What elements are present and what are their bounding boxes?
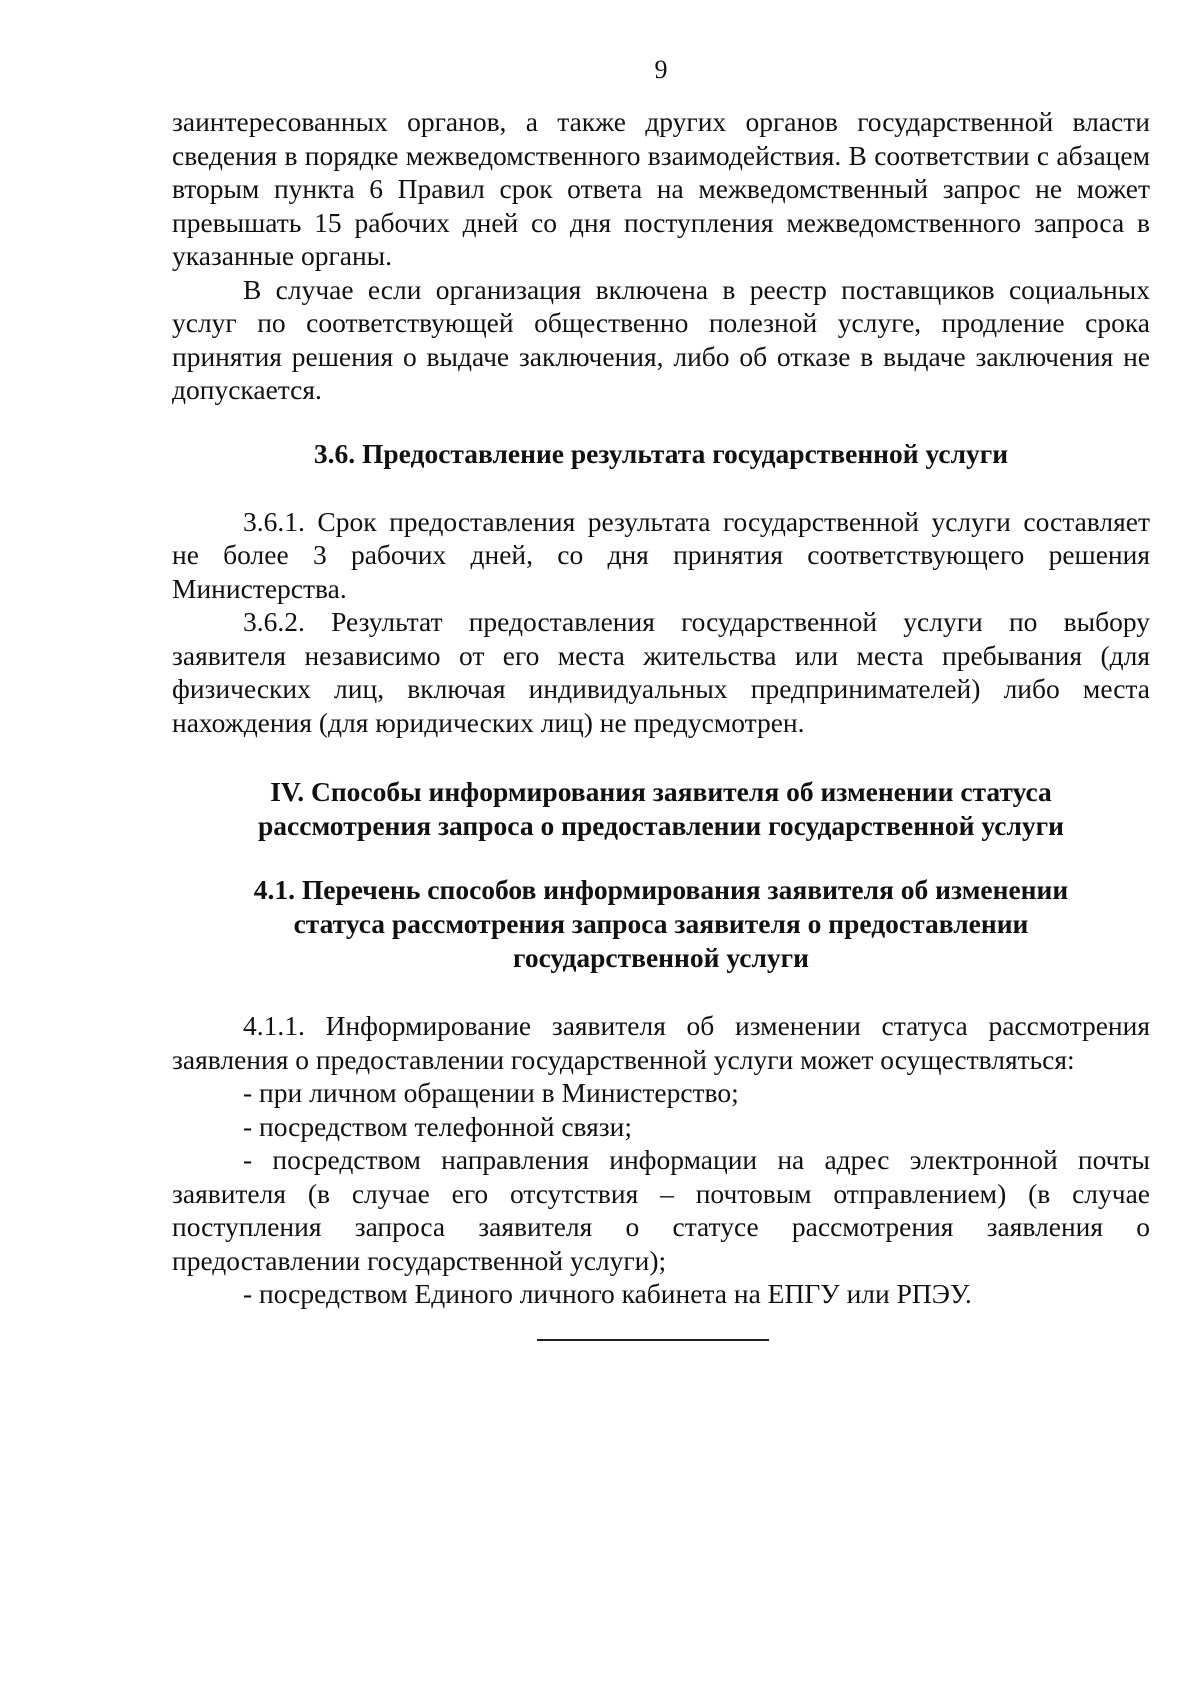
page-number: 9 xyxy=(654,55,668,84)
chapter-heading-iv xyxy=(172,775,1150,843)
chapter-heading-iv-line-2: рассмотрения запроса о предоставлении государственной услуги xyxy=(257,810,1064,841)
section-heading-4-1-line-2: статуса рассмотрения запроса заявителя о предоставлении xyxy=(293,908,1029,939)
paragraph-4-1-1: 4.1.1. Информирование заявителя об изменении статуса рассмотрения заявления о предоставлении государственной услуги может осуществляться: xyxy=(172,1010,1150,1075)
paragraph-3-6-2: 3.6.2. Результат предоставления государственной услуги по выбору заявителя независимо от его места жительства или места пребывания (для физических лиц, включая индивидуальных предпринимателей) либо места нахождения (для юридических лиц) не предусмотрен. xyxy=(172,606,1150,738)
section-heading-4-1-line-3: государственной услуги xyxy=(513,942,809,973)
end-of-text-rule xyxy=(537,1339,769,1341)
list-item: - посредством Единого личного кабинета на ЕПГУ или РПЭУ. xyxy=(243,1278,972,1309)
paragraph-continuation: заинтересованных органов, а также других органов государственной власти сведения в порядке межведомственного взаимодействия. В соответствии с абзацем вторым пункта 6 Правил срок ответа на межведомственный запрос не может превышать 15 рабочих дней со дня поступления межведомственного запроса в указанные органы. xyxy=(172,106,1150,271)
list-item: - посредством направления информации на адрес электронной почты заявителя (в случае его отсутствия – почтовым отправлением) (в случае поступления запроса заявителя о статусе рассмотрения заявления о предоставлении государственной услуги); xyxy=(172,1144,1150,1276)
document-page xyxy=(172,55,1150,1341)
list-item: - при личном обращении в Министерство; xyxy=(243,1077,739,1108)
chapter-heading-iv-line-1: IV. Способы информирования заявителя об изменении статуса xyxy=(270,776,1052,807)
list-item: - посредством телефонной связи; xyxy=(243,1110,633,1142)
section-heading-4-1 xyxy=(172,873,1150,975)
section-heading-4-1-line-1: 4.1. Перечень способов информирования заявителя об изменении xyxy=(253,874,1069,905)
paragraph-3-6-1: 3.6.1. Срок предоставления результата государственной услуги составляет не более 3 рабочих дней, со дня принятия соответствующего решения Министерства. xyxy=(172,505,1150,604)
paragraph-registry-case: В случае если организация включена в реестр поставщиков социальных услуг по соответствующей общественно полезной услуге, продление срока принятия решения о выдаче заключения, либо об отказе в выдаче заключения не допускается. xyxy=(172,273,1150,405)
section-heading-3-6: 3.6. Предоставление результата государственной услуги xyxy=(313,437,1009,469)
